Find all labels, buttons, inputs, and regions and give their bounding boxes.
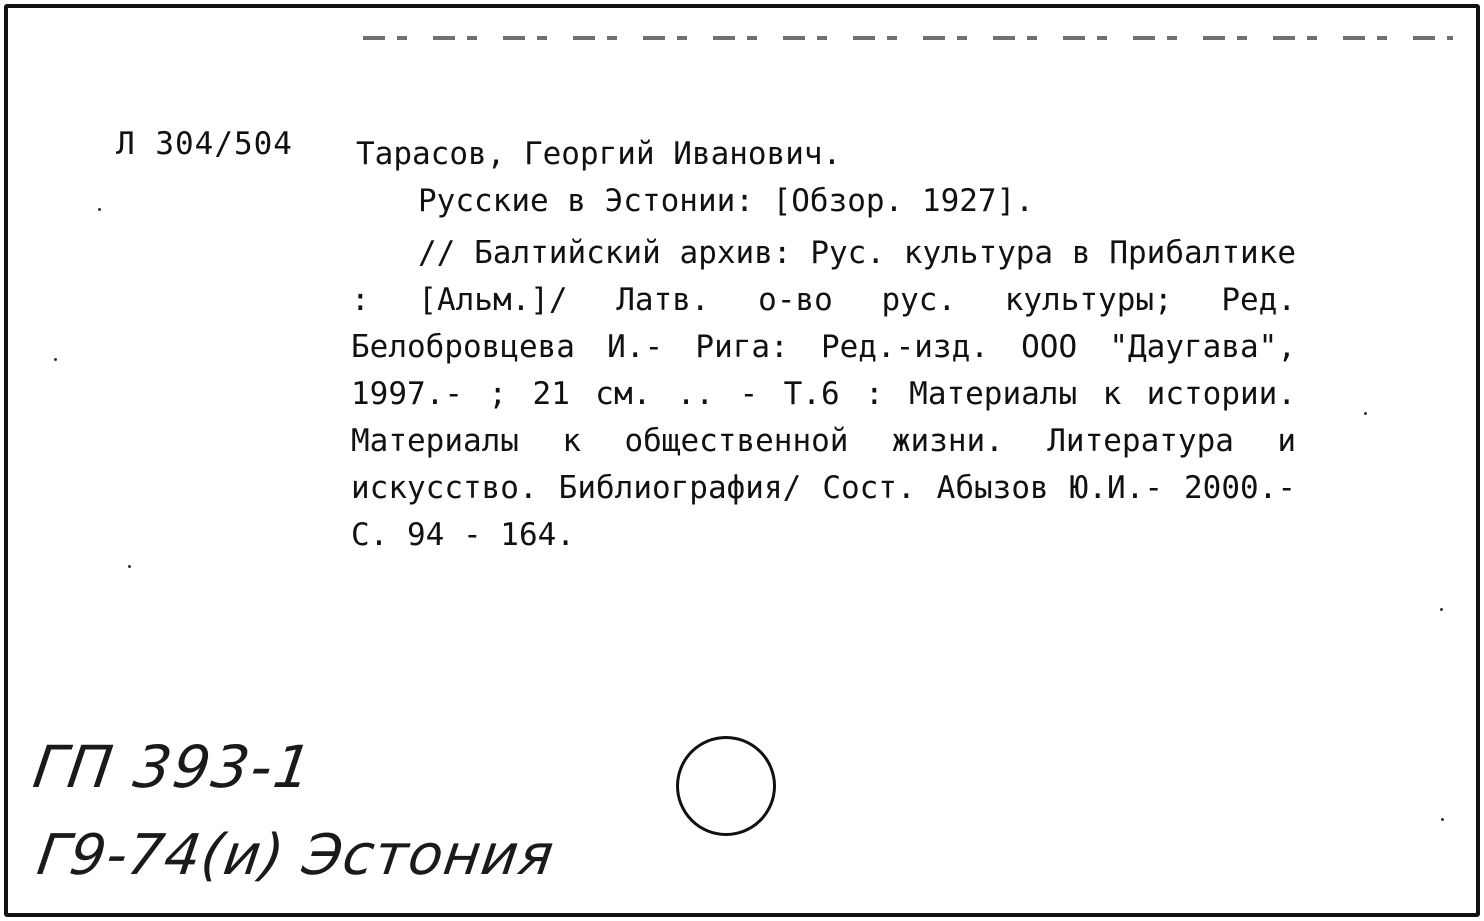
scan-speck xyxy=(128,565,131,568)
author-heading: Тарасов, Георгий Иванович. xyxy=(356,136,842,172)
top-dashed-line xyxy=(363,36,1453,40)
scan-speck xyxy=(98,208,101,211)
scan-speck xyxy=(1364,412,1367,415)
handwritten-code-1: ГП 393-1 xyxy=(29,733,318,801)
catalog-card xyxy=(4,4,1480,917)
scan-speck xyxy=(1441,818,1444,821)
bibliographic-description: // Балтийский архив: Рус. культура в Прибалтике : [Альм.]/ Латв. о-во рус. культуры; Ред. Белобровцева И.- Рига: Ред.-изд. ООО "Даугава", 1997.- ; 21 см. .. - Т.6 : Материалы к истории. Материалы к общественной жизни. Литература и искусство. Библиография/ Сост. Абызов Ю.И.- 2000.-С. 94 - 164. xyxy=(351,235,1296,553)
scan-speck xyxy=(54,358,57,361)
call-number: Л 304/504 xyxy=(116,126,293,162)
punch-hole xyxy=(676,736,776,836)
work-title: Русские в Эстонии: [Обзор. 1927]. xyxy=(418,183,1034,219)
scan-speck xyxy=(1440,608,1443,611)
handwritten-code-2: Г9-74(и) Эстония xyxy=(33,823,559,888)
